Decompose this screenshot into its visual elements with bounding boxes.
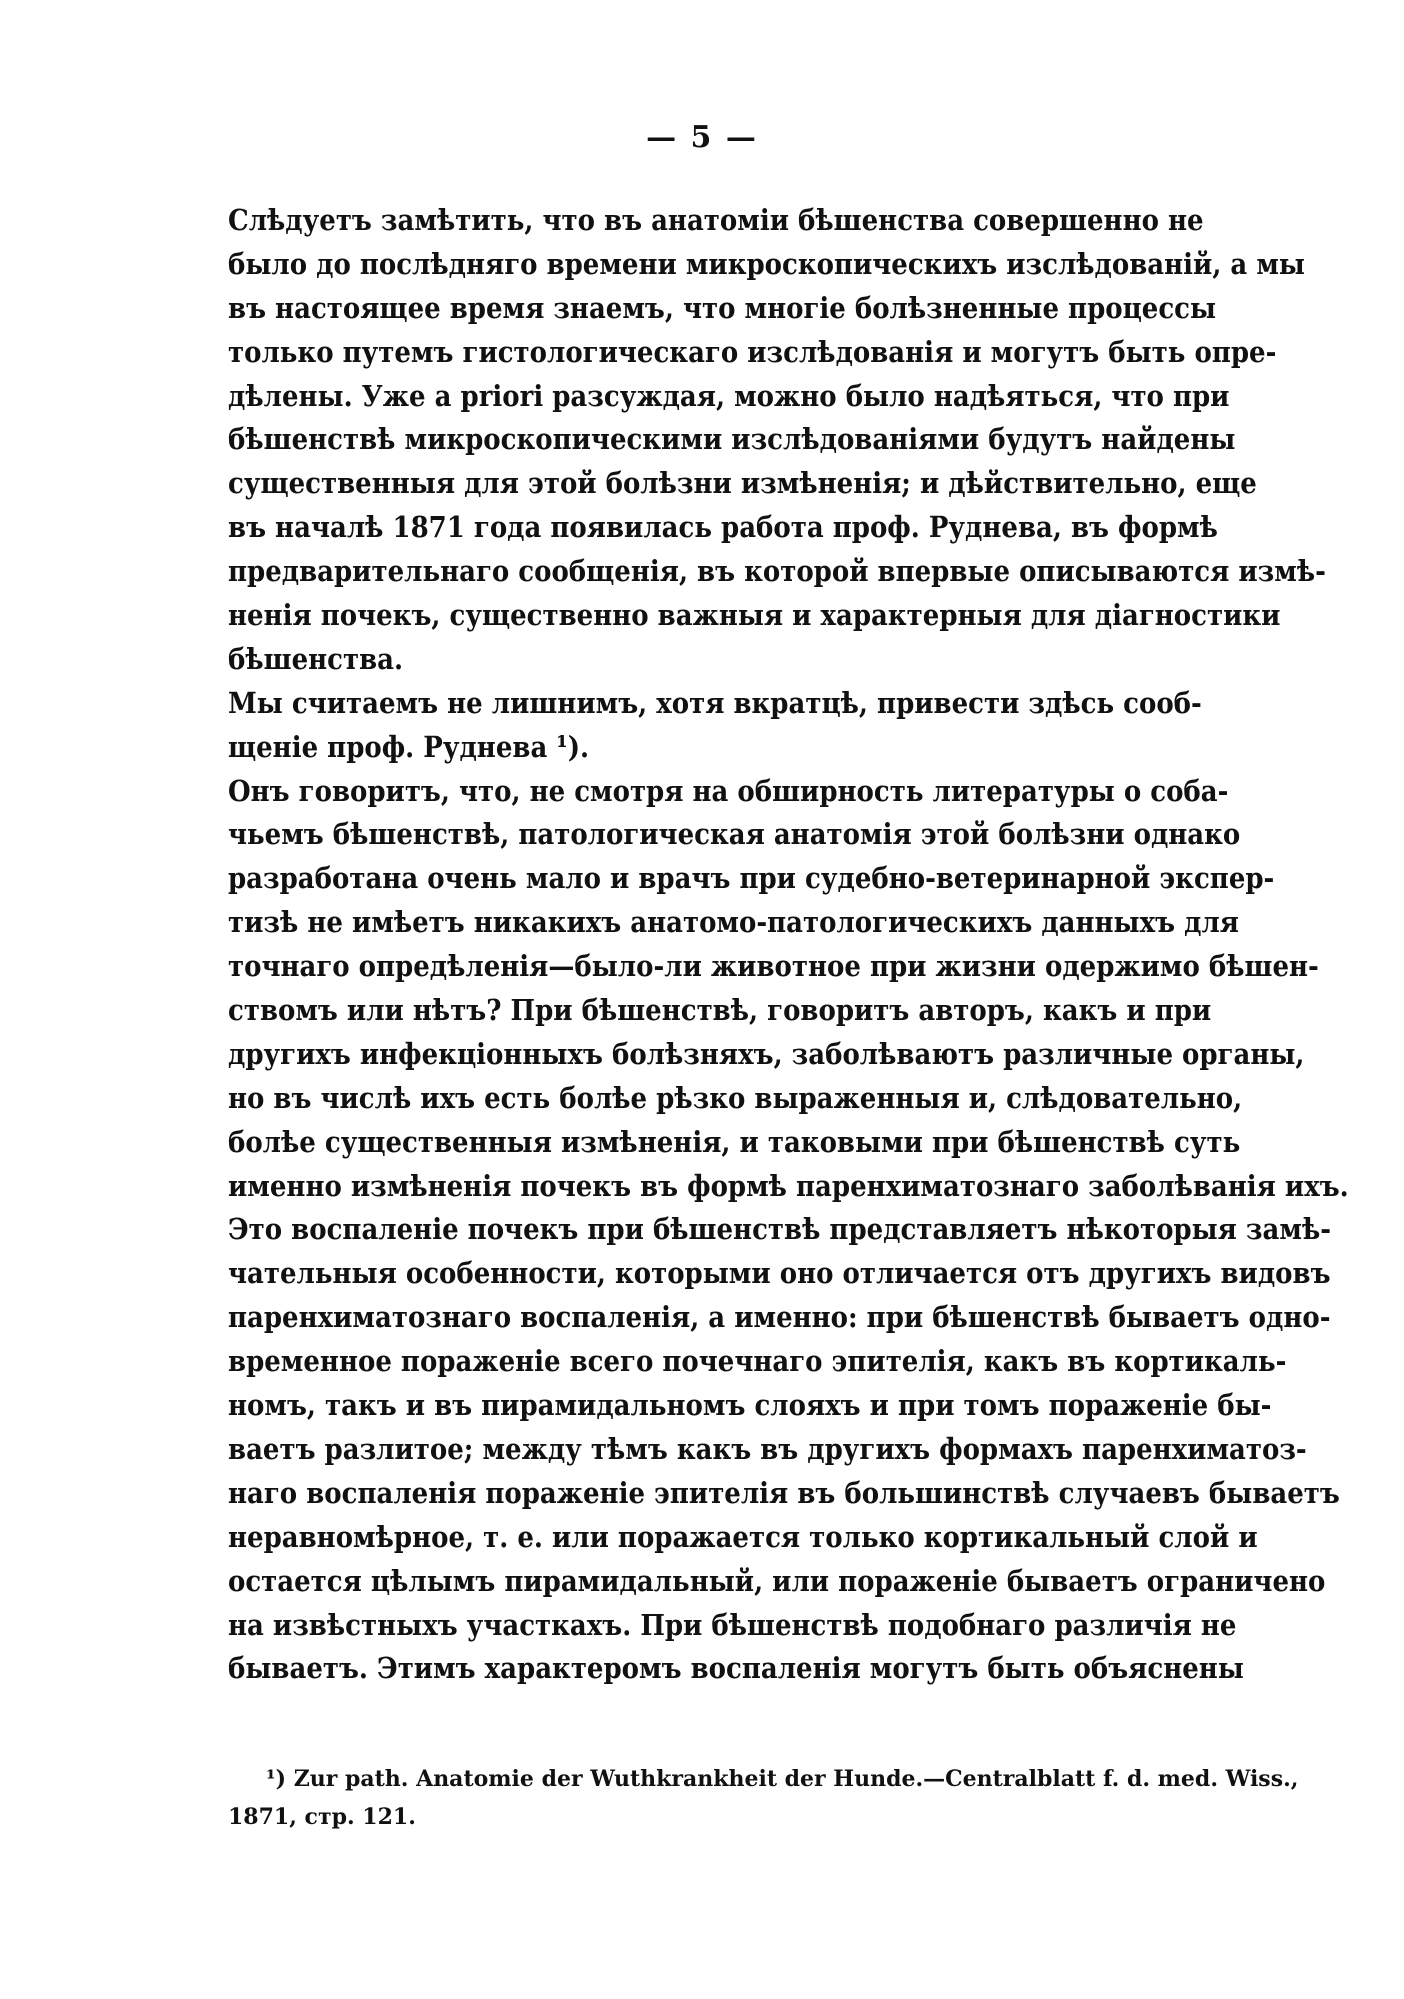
text-line: ваетъ разлитое; между тѣмъ какъ въ другихъ формахъ паренхиматоз- bbox=[228, 1433, 1307, 1467]
text-line: только путемъ гистологическаго изслѣдованія и могутъ быть опре- bbox=[228, 335, 1277, 370]
page-number: — 5 — bbox=[646, 120, 758, 155]
text-line: номъ, такъ и въ пирамидальномъ слояхъ и при томъ пораженіе бы- bbox=[228, 1389, 1272, 1423]
footnote bbox=[228, 1760, 1299, 1836]
text-line: Онъ говоритъ, что, не смотря на обширность литературы о соба- bbox=[228, 774, 1229, 809]
text-line: болѣе существенныя измѣненія, и таковыми при бѣшенствѣ суть bbox=[228, 1125, 1241, 1160]
text-line: существенныя для этой болѣзни измѣненія; и дѣйствительно, еще bbox=[228, 467, 1257, 502]
text-line: ствомъ или нѣтъ? При бѣшенствѣ, говоритъ авторъ, какъ и при bbox=[228, 994, 1212, 1028]
text-line: бѣшенствѣ микроскопическими изслѣдованіями будутъ найдены bbox=[228, 423, 1236, 458]
text-line: на извѣстныхъ участкахъ. При бѣшенствѣ подобнаго различія не bbox=[228, 1608, 1237, 1643]
text-line: Мы считаемъ не лишнимъ, хотя вкратцѣ, привести здѣсь сооб- bbox=[228, 686, 1202, 721]
text-line: именно измѣненія почекъ въ формѣ паренхиматознаго заболѣванія ихъ. bbox=[228, 1169, 1349, 1204]
text-line: тизѣ не имѣетъ никакихъ анатомо-патологическихъ данныхъ для bbox=[228, 906, 1239, 940]
text-line: временное пораженіе всего почечнаго эпителія, какъ въ кортикаль- bbox=[228, 1345, 1287, 1379]
text-line: дѣлены. Уже a priori разсуждая, можно было надѣяться, что при bbox=[228, 379, 1230, 414]
text-line: но въ числѣ ихъ есть болѣе рѣзко выраженныя и, слѣдовательно, bbox=[228, 1081, 1243, 1116]
text-line: другихъ инфекціонныхъ болѣзняхъ, заболѣваютъ различные органы, bbox=[228, 1038, 1305, 1072]
text-line: въ настоящее время знаемъ, что многіе болѣзненные процессы bbox=[228, 291, 1217, 326]
text-line: Слѣдуетъ замѣтить, что въ анатоміи бѣшенства совершенно не bbox=[228, 204, 1204, 238]
text-line: паренхиматознаго воспаленія, а именно: при бѣшенствѣ бываетъ одно- bbox=[228, 1301, 1331, 1335]
text-line: Это воспаленіе почекъ при бѣшенствѣ представляетъ нѣкоторыя замѣ- bbox=[228, 1213, 1332, 1248]
text-line: неравномѣрное, т. е. или поражается только кортикальный слой и bbox=[228, 1520, 1258, 1555]
text-line: чьемъ бѣшенствѣ, патологическая анатомія этой болѣзни однако bbox=[228, 818, 1241, 853]
text-line: остается цѣлымъ пирамидальный, или пораженіе бываетъ ограничено bbox=[228, 1564, 1326, 1599]
text-line: предварительнаго сообщенія, въ которой впервые описываются измѣ- bbox=[228, 555, 1326, 589]
text-line: разработана очень мало и врачъ при судебно-ветеринарной экспер- bbox=[228, 862, 1275, 897]
text-line: бѣшенства. bbox=[228, 642, 404, 677]
text-line: ненія почекъ, существенно важныя и характерныя для діагностики bbox=[228, 599, 1281, 633]
footnote-line: ¹) Zur path. Anatomie der Wuthkrankheit der Hunde.—Centralblatt f. d. med. Wiss., bbox=[266, 1766, 1299, 1792]
text-line: точнаго опредѣленія—было-ли животное при жизни одержимо бѣшен- bbox=[228, 950, 1319, 984]
text-line: чательныя особенности, которыми оно отличается отъ другихъ видовъ bbox=[228, 1257, 1331, 1292]
text-line: наго воспаленія пораженіе эпителія въ большинствѣ случаевъ бываетъ bbox=[228, 1476, 1340, 1511]
text-line: щеніе проф. Руднева ¹). bbox=[228, 730, 590, 765]
text-line: было до послѣдняго времени микроскопическихъ изслѣдованій, а мы bbox=[228, 247, 1305, 282]
footnote-line: 1871, стр. 121. bbox=[228, 1804, 416, 1830]
main-text bbox=[228, 200, 1349, 1692]
text-line: бываетъ. Этимъ характеромъ воспаленія могутъ быть объяснены bbox=[228, 1652, 1244, 1687]
text-line: въ началѣ 1871 года появилась работа проф. Руднева, въ формѣ bbox=[228, 511, 1218, 545]
